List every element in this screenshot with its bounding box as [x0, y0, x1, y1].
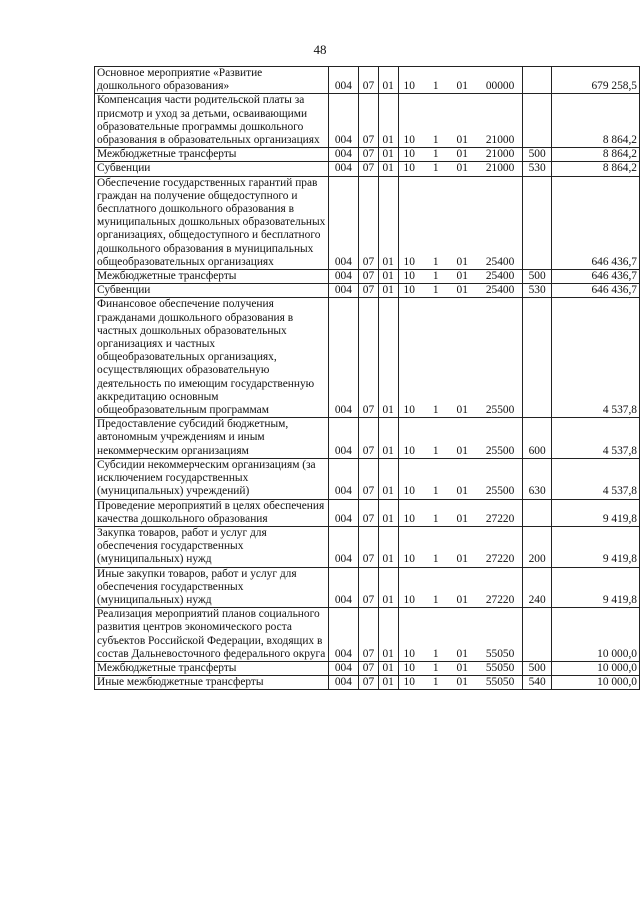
csr-direction: 55050	[485, 647, 515, 660]
expense-type-code: 530	[523, 284, 552, 298]
ministry-code: 004	[328, 526, 358, 567]
section-code: 07	[359, 162, 379, 176]
csr-event: 01	[456, 148, 468, 161]
target-article-code	[398, 94, 523, 148]
csr-program: 10	[403, 444, 415, 457]
page-number: 48	[313, 42, 327, 57]
csr-subprogram: 1	[432, 284, 439, 297]
subsection-code: 01	[378, 661, 398, 675]
csr-subprogram: 1	[432, 80, 439, 93]
csr-direction: 25400	[485, 284, 515, 297]
csr-program: 10	[403, 661, 415, 674]
csr-program: 10	[403, 647, 415, 660]
csr-subprogram: 1	[432, 512, 439, 525]
csr-event: 01	[456, 593, 468, 606]
csr-subprogram: 1	[432, 162, 439, 175]
section-code: 07	[359, 661, 379, 675]
subsection-code: 01	[378, 608, 398, 662]
csr-event: 01	[456, 512, 468, 525]
row-name: Компенсация части родительской платы за присмотр и уход за детьми, осваивающими образовательные программы дошкольного образования в образовательных организациях	[95, 94, 329, 148]
subsection-code: 01	[378, 67, 398, 94]
amount: 10 000,0	[551, 676, 639, 690]
amount: 4 537,8	[551, 458, 639, 499]
csr-program: 10	[403, 593, 415, 606]
section-code: 07	[359, 176, 379, 269]
csr-event: 01	[456, 647, 468, 660]
expense-type-code	[523, 176, 552, 269]
csr-direction: 25500	[485, 444, 515, 457]
target-article-code	[398, 270, 523, 284]
row-name: Субвенции	[95, 284, 329, 298]
table-row	[95, 176, 640, 269]
ministry-code: 004	[328, 176, 358, 269]
csr-direction: 25400	[485, 270, 515, 283]
csr-program: 10	[403, 80, 415, 93]
csr-program: 10	[403, 553, 415, 566]
section-code: 07	[359, 148, 379, 162]
row-name: Проведение мероприятий в целях обеспечения качества дошкольного образования	[95, 499, 329, 526]
table-row	[95, 526, 640, 567]
target-article-code	[398, 499, 523, 526]
csr-program: 10	[403, 485, 415, 498]
section-code: 07	[359, 458, 379, 499]
section-code: 07	[359, 284, 379, 298]
row-name: Межбюджетные трансферты	[95, 661, 329, 675]
csr-subprogram: 1	[432, 148, 439, 161]
amount: 10 000,0	[551, 661, 639, 675]
csr-event: 01	[456, 284, 468, 297]
csr-direction: 21000	[485, 134, 515, 147]
section-code: 07	[359, 676, 379, 690]
csr-direction: 00000	[485, 80, 515, 93]
ministry-code: 004	[328, 67, 358, 94]
csr-event: 01	[456, 676, 468, 689]
section-code: 07	[359, 67, 379, 94]
expense-type-code: 200	[523, 526, 552, 567]
csr-direction: 25500	[485, 485, 515, 498]
target-article-code	[398, 458, 523, 499]
csr-event: 01	[456, 270, 468, 283]
csr-subprogram: 1	[432, 404, 439, 417]
target-article-code	[398, 284, 523, 298]
amount: 9 419,8	[551, 567, 639, 608]
amount: 9 419,8	[551, 499, 639, 526]
amount: 9 419,8	[551, 526, 639, 567]
ministry-code: 004	[328, 661, 358, 675]
section-code: 07	[359, 567, 379, 608]
ministry-code: 004	[328, 418, 358, 459]
subsection-code: 01	[378, 162, 398, 176]
table-row	[95, 284, 640, 298]
csr-event: 01	[456, 404, 468, 417]
target-article-code	[398, 298, 523, 418]
row-name: Закупка товаров, работ и услуг для обеспечения государственных (муниципальных) нужд	[95, 526, 329, 567]
expense-type-code	[523, 499, 552, 526]
subsection-code: 01	[378, 458, 398, 499]
row-name: Иные закупки товаров, работ и услуг для обеспечения государственных (муниципальных) нужд	[95, 567, 329, 608]
row-name: Финансовое обеспечение получения гражданами дошкольного образования в частных дошкольных образовательных организациях и частных общеобразовательных организациях, осуществляющих образовательную деятельность по имеющим государственную аккредитацию основным общеобразовательным программам	[95, 298, 329, 418]
row-name: Субвенции	[95, 162, 329, 176]
csr-program: 10	[403, 162, 415, 175]
csr-direction: 27220	[485, 593, 515, 606]
csr-event: 01	[456, 553, 468, 566]
section-code: 07	[359, 418, 379, 459]
row-name: Иные межбюджетные трансферты	[95, 676, 329, 690]
subsection-code: 01	[378, 284, 398, 298]
ministry-code: 004	[328, 608, 358, 662]
csr-event: 01	[456, 134, 468, 147]
amount: 8 864,2	[551, 94, 639, 148]
expense-type-code: 500	[523, 148, 552, 162]
csr-program: 10	[403, 404, 415, 417]
amount: 8 864,2	[551, 162, 639, 176]
budget-table	[94, 66, 640, 690]
csr-subprogram: 1	[432, 270, 439, 283]
subsection-code: 01	[378, 676, 398, 690]
row-name: Межбюджетные трансферты	[95, 270, 329, 284]
table-row	[95, 298, 640, 418]
section-code: 07	[359, 94, 379, 148]
expense-type-code: 500	[523, 270, 552, 284]
table-row	[95, 270, 640, 284]
target-article-code	[398, 176, 523, 269]
table-row	[95, 676, 640, 690]
table-row	[95, 567, 640, 608]
csr-subprogram: 1	[432, 593, 439, 606]
csr-event: 01	[456, 80, 468, 93]
amount: 4 537,8	[551, 298, 639, 418]
csr-event: 01	[456, 162, 468, 175]
target-article-code	[398, 661, 523, 675]
csr-subprogram: 1	[432, 134, 439, 147]
row-name: Предоставление субсидий бюджетным, автономным учреждениям и иным некоммерческим организациям	[95, 418, 329, 459]
csr-event: 01	[456, 485, 468, 498]
ministry-code: 004	[328, 458, 358, 499]
row-name: Субсидии некоммерческим организациям (за исключением государственных (муниципальных) учреждений)	[95, 458, 329, 499]
ministry-code: 004	[328, 676, 358, 690]
subsection-code: 01	[378, 148, 398, 162]
row-name: Основное мероприятие «Развитие дошкольного образования»	[95, 67, 329, 94]
csr-event: 01	[456, 444, 468, 457]
table-row	[95, 67, 640, 94]
amount: 8 864,2	[551, 148, 639, 162]
expense-type-code: 600	[523, 418, 552, 459]
expense-type-code: 540	[523, 676, 552, 690]
csr-direction: 21000	[485, 148, 515, 161]
row-name: Межбюджетные трансферты	[95, 148, 329, 162]
ministry-code: 004	[328, 94, 358, 148]
csr-program: 10	[403, 676, 415, 689]
subsection-code: 01	[378, 526, 398, 567]
table-row	[95, 418, 640, 459]
section-code: 07	[359, 526, 379, 567]
csr-direction: 21000	[485, 162, 515, 175]
ministry-code: 004	[328, 567, 358, 608]
expense-type-code: 630	[523, 458, 552, 499]
expense-type-code	[523, 67, 552, 94]
table-row	[95, 499, 640, 526]
csr-program: 10	[403, 284, 415, 297]
subsection-code: 01	[378, 418, 398, 459]
target-article-code	[398, 526, 523, 567]
csr-direction: 55050	[485, 676, 515, 689]
amount: 646 436,7	[551, 284, 639, 298]
ministry-code: 004	[328, 148, 358, 162]
amount: 679 258,5	[551, 67, 639, 94]
target-article-code	[398, 67, 523, 94]
amount: 646 436,7	[551, 176, 639, 269]
section-code: 07	[359, 608, 379, 662]
table-row	[95, 661, 640, 675]
row-name: Реализация мероприятий планов социального развития центров экономического роста субъектов Российской Федерации, входящих в состав Дальневосточного федерального округа	[95, 608, 329, 662]
section-code: 07	[359, 270, 379, 284]
target-article-code	[398, 418, 523, 459]
csr-direction: 27220	[485, 553, 515, 566]
target-article-code	[398, 608, 523, 662]
table-row	[95, 162, 640, 176]
target-article-code	[398, 162, 523, 176]
ministry-code: 004	[328, 298, 358, 418]
ministry-code: 004	[328, 284, 358, 298]
target-article-code	[398, 567, 523, 608]
ministry-code: 004	[328, 162, 358, 176]
subsection-code: 01	[378, 567, 398, 608]
target-article-code	[398, 676, 523, 690]
target-article-code	[398, 148, 523, 162]
csr-direction: 25400	[485, 255, 515, 268]
csr-subprogram: 1	[432, 661, 439, 674]
csr-event: 01	[456, 255, 468, 268]
csr-subprogram: 1	[432, 444, 439, 457]
expense-type-code: 530	[523, 162, 552, 176]
table-row	[95, 458, 640, 499]
subsection-code: 01	[378, 94, 398, 148]
csr-program: 10	[403, 270, 415, 283]
csr-program: 10	[403, 512, 415, 525]
csr-subprogram: 1	[432, 676, 439, 689]
table-row	[95, 608, 640, 662]
subsection-code: 01	[378, 499, 398, 526]
amount: 646 436,7	[551, 270, 639, 284]
amount: 10 000,0	[551, 608, 639, 662]
table-row	[95, 94, 640, 148]
ministry-code: 004	[328, 499, 358, 526]
ministry-code: 004	[328, 270, 358, 284]
expense-type-code: 240	[523, 567, 552, 608]
section-code: 07	[359, 298, 379, 418]
subsection-code: 01	[378, 176, 398, 269]
expense-type-code: 500	[523, 661, 552, 675]
row-name: Обеспечение государственных гарантий прав граждан на получение общедоступного и бесплатного дошкольного образования в муниципальных дошкольных образовательных организациях, общедоступного и бесплатного дошкольного образования в муниципальных общеобразовательных организациях	[95, 176, 329, 269]
csr-program: 10	[403, 148, 415, 161]
csr-direction: 27220	[485, 512, 515, 525]
subsection-code: 01	[378, 298, 398, 418]
table-row	[95, 148, 640, 162]
csr-program: 10	[403, 255, 415, 268]
expense-type-code	[523, 608, 552, 662]
csr-subprogram: 1	[432, 553, 439, 566]
csr-event: 01	[456, 661, 468, 674]
csr-direction: 55050	[485, 661, 515, 674]
expense-type-code	[523, 298, 552, 418]
csr-subprogram: 1	[432, 255, 439, 268]
amount: 4 537,8	[551, 418, 639, 459]
csr-subprogram: 1	[432, 485, 439, 498]
expense-type-code	[523, 94, 552, 148]
csr-program: 10	[403, 134, 415, 147]
csr-direction: 25500	[485, 404, 515, 417]
subsection-code: 01	[378, 270, 398, 284]
section-code: 07	[359, 499, 379, 526]
csr-subprogram: 1	[432, 647, 439, 660]
